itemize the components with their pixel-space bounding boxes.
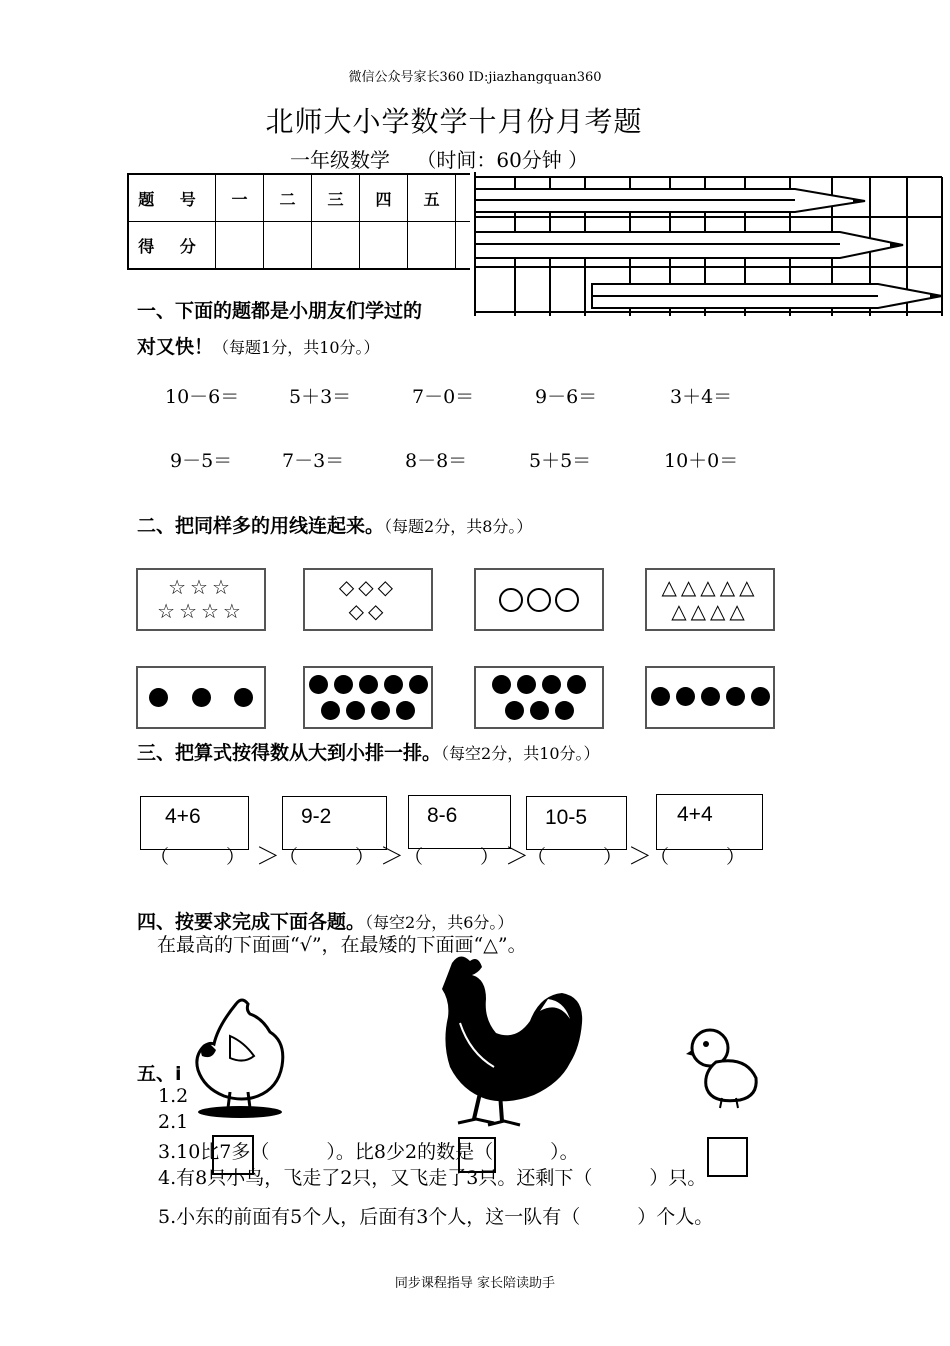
section1-note: （每题1分，共10分。） [213, 338, 380, 357]
score-cell: 得 分 [128, 222, 216, 270]
section4-heading: 四、按要求完成下面各题。 [137, 911, 366, 933]
dot-icon [149, 688, 168, 707]
score-table-row-number [128, 174, 504, 222]
dot-icon [321, 701, 340, 720]
score-cell[interactable] [312, 222, 360, 270]
answer-blank[interactable]: （ ） [150, 846, 246, 868]
dot-icon [651, 687, 670, 706]
circle-box[interactable] [474, 568, 604, 631]
page-subtitle: 一年级数学 （时间：60分钟 ） [290, 148, 589, 172]
dot-icon [346, 701, 365, 720]
equation[interactable]: 5＋3＝ [289, 386, 352, 408]
dot-icon [384, 675, 403, 694]
answer-blank[interactable]: （ ） [404, 846, 500, 868]
expression-text: 4+4 [677, 803, 713, 826]
dot-row [305, 701, 431, 724]
star-row: ☆☆☆ [168, 575, 234, 599]
dot-row [647, 687, 773, 710]
rooster-icon [430, 953, 590, 1139]
greater-than-sign: ＞ [505, 842, 529, 870]
section3-heading: 三、把算式按得数从大到小排一排。 [137, 742, 442, 764]
ring-icon [527, 588, 551, 612]
section3-note: （每空2分，共10分。） [441, 744, 600, 763]
section4-note: （每空2分，共6分。） [365, 913, 514, 932]
score-table-row-score [128, 222, 504, 270]
triangle-row: △△△△ [671, 599, 749, 623]
footer-note: 同步课程指导 家长陪读助手 [394, 1276, 556, 1291]
score-cell: 题 号 [128, 174, 216, 222]
dot-box[interactable] [645, 666, 775, 729]
equation[interactable]: 3＋4＝ [670, 386, 733, 408]
dot-icon [409, 675, 428, 694]
section3-heading-line [137, 738, 600, 765]
score-cell: 三 [312, 174, 360, 222]
score-cell: 一 [216, 174, 264, 222]
equation[interactable]: 5＋5＝ [529, 450, 592, 472]
dot-icon [542, 675, 561, 694]
chick-icon [686, 1022, 762, 1110]
ring-icon [499, 588, 523, 612]
equation[interactable]: 9－6＝ [535, 386, 598, 408]
dot-icon [192, 688, 211, 707]
equation[interactable]: 7－0＝ [412, 386, 475, 408]
triangle-box[interactable] [645, 568, 775, 631]
ring-row [476, 588, 602, 616]
expression-text: 9-2 [301, 805, 332, 828]
diamond-row: ◇◇ [348, 599, 388, 623]
score-cell[interactable] [408, 222, 456, 270]
dot-box[interactable] [474, 666, 604, 729]
greater-than-sign: ＞ [256, 842, 280, 870]
mark-square[interactable] [458, 1137, 496, 1173]
expression-text: 4+6 [165, 805, 201, 828]
dot-row [138, 688, 264, 711]
pencils-illustration [470, 172, 946, 316]
equation[interactable]: 7－3＝ [282, 450, 345, 472]
equation[interactable]: 9－5＝ [170, 450, 233, 472]
dot-icon [726, 687, 745, 706]
dot-icon [517, 675, 536, 694]
dot-icon [751, 687, 770, 706]
answer-blank[interactable]: （ ） [527, 846, 623, 868]
hen-icon [190, 996, 290, 1122]
dot-icon [701, 687, 720, 706]
answer-blank[interactable]: （ ） [279, 846, 375, 868]
dot-row [476, 701, 602, 724]
dot-box[interactable] [136, 666, 266, 729]
triangle-row: △△△△△ [661, 575, 759, 599]
star-box[interactable] [136, 568, 266, 631]
diamond-row: ◇◇◇ [338, 575, 398, 599]
dot-icon [309, 675, 328, 694]
page-title: 北师大小学数学十月份月考题 [265, 105, 643, 138]
equation[interactable]: 10－6＝ [165, 386, 240, 408]
expression-card[interactable] [408, 795, 511, 849]
score-cell: 二 [264, 174, 312, 222]
dot-icon [505, 701, 524, 720]
dot-icon [530, 701, 549, 720]
answer-blank[interactable]: （ ） [650, 846, 746, 868]
score-table [127, 173, 505, 270]
score-cell: 四 [360, 174, 408, 222]
mark-square[interactable] [212, 1135, 254, 1175]
header-note: 微信公众号家长360 ID:jiazhangquan360 [348, 70, 602, 85]
equation[interactable]: 10＋0＝ [664, 450, 739, 472]
section4-instruction: 在最高的下面画“√”，在最矮的下面画“△”。 [157, 934, 527, 956]
dot-box[interactable] [303, 666, 433, 729]
star-row: ☆☆☆☆ [157, 599, 245, 623]
dot-icon [334, 675, 353, 694]
question-line[interactable]: 3.10比7多（ ）。比8少2的数是（ ）。 [158, 1141, 579, 1163]
section2-heading-line [137, 511, 532, 538]
dot-icon [567, 675, 586, 694]
section1-heading-tail: 对又快！ [137, 336, 214, 358]
section2-heading: 二、把同样多的用线连起来。 [137, 515, 385, 537]
section1-heading-line2 [137, 332, 380, 359]
equation[interactable]: 8－8＝ [405, 450, 468, 472]
question-line: 2.1 [158, 1111, 189, 1133]
greater-than-sign: ＞ [628, 842, 652, 870]
dot-row [476, 675, 602, 698]
question-line: 1.2 [158, 1085, 189, 1107]
dot-row [305, 675, 431, 698]
expression-text: 8-6 [427, 804, 458, 827]
question-line[interactable]: 5.小东的前面有5个人，后面有3个人，这一队有（ ）个人。 [158, 1206, 714, 1228]
dot-icon [492, 675, 511, 694]
section2-note: （每题2分，共8分。） [384, 517, 533, 536]
score-cell[interactable] [360, 222, 408, 270]
question-line[interactable]: 4.有8只小鸟，飞走了2只，又飞走了3只。还剩下（ ）只。 [158, 1167, 707, 1189]
dot-icon [555, 701, 574, 720]
score-cell[interactable] [216, 222, 264, 270]
section5-heading: 五、i [137, 1063, 182, 1085]
dot-icon [396, 701, 415, 720]
ring-icon [555, 588, 579, 612]
greater-than-sign: ＞ [380, 842, 404, 870]
dot-icon [359, 675, 378, 694]
score-cell: 五 [408, 174, 456, 222]
dot-icon [371, 701, 390, 720]
dot-icon [676, 687, 695, 706]
mark-square[interactable] [707, 1137, 748, 1177]
section1-heading: 一、下面的题都是小朋友们学过的 [137, 300, 423, 322]
diamond-box[interactable] [303, 568, 433, 631]
score-cell[interactable] [264, 222, 312, 270]
expression-text: 10-5 [545, 806, 588, 829]
dot-icon [234, 688, 253, 707]
